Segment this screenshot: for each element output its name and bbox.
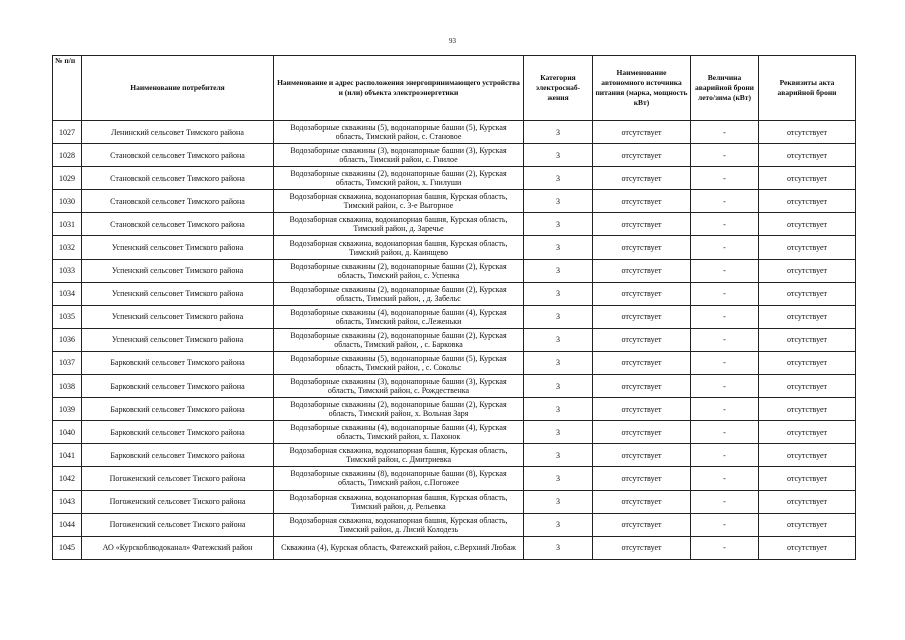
cell-category: 3 [524, 259, 593, 282]
cell-consumer: Барковский сельсовет Тимского района [82, 375, 274, 398]
cell-object: Водозаборные скважины (2), водонапорные башни (2), Курская область, Тимский район, х. Вольная Заря [274, 398, 524, 421]
table-row [53, 190, 856, 213]
cell-consumer: АО «Курскоблводоканал» Фатежский район [82, 536, 274, 559]
cell-category: 3 [524, 467, 593, 490]
cell-source: отсутствует [593, 328, 691, 351]
header-object: Наименование и адрес расположения энергопринимающего устройства и (или) объекта электроэнергетики [274, 56, 524, 121]
cell-category: 3 [524, 536, 593, 559]
cell-num: 1043 [53, 490, 82, 513]
header-category: Категория электроснаб-жения [524, 56, 593, 121]
cell-act: отсутствует [759, 190, 856, 213]
cell-object: Водозаборные скважины (4), водонапорные башни (4), Курская область, Тимский район, х. Пахонок [274, 421, 524, 444]
cell-reserve: - [691, 444, 759, 467]
cell-source: отсутствует [593, 121, 691, 144]
cell-reserve: - [691, 513, 759, 536]
cell-source: отсутствует [593, 259, 691, 282]
cell-object: Водозаборная скважина, водонапорная башня, Курская область, Тимский район, с. 3-е Выгорное [274, 190, 524, 213]
header-reserve: Величина аварийной брони лето/зима (кВт) [691, 56, 759, 121]
cell-num: 1033 [53, 259, 82, 282]
cell-act: отсутствует [759, 421, 856, 444]
cell-reserve: - [691, 259, 759, 282]
page-number: 93 [449, 37, 456, 45]
cell-act: отсутствует [759, 513, 856, 536]
cell-object: Водозаборные скважины (2), водонапорные башни (2), Курская область, Тимский район, , д. Забельс [274, 282, 524, 305]
cell-reserve: - [691, 467, 759, 490]
cell-num: 1038 [53, 375, 82, 398]
cell-consumer: Барковский сельсовет Тимского района [82, 351, 274, 374]
cell-source: отсутствует [593, 467, 691, 490]
table-body [53, 121, 856, 560]
cell-category: 3 [524, 398, 593, 421]
table-row [53, 490, 856, 513]
cell-consumer: Барковский сельсовет Тимского района [82, 421, 274, 444]
table-row [53, 282, 856, 305]
cell-reserve: - [691, 375, 759, 398]
cell-consumer: Успенский сельсовет Тимского района [82, 236, 274, 259]
cell-act: отсутствует [759, 144, 856, 167]
cell-object: Водозаборные скважины (4), водонапорные башни (4), Курская область, Тимский район, с.Леженьки [274, 305, 524, 328]
cell-reserve: - [691, 421, 759, 444]
cell-consumer: Успенский сельсовет Тимского района [82, 282, 274, 305]
cell-object: Водозаборная скважина, водонапорная башня, Курская область, Тимский район, д. Рельевка [274, 490, 524, 513]
cell-num: 1035 [53, 305, 82, 328]
table-row [53, 259, 856, 282]
cell-category: 3 [524, 375, 593, 398]
cell-consumer: Становской сельсовет Тимского района [82, 213, 274, 236]
cell-reserve: - [691, 490, 759, 513]
cell-object: Водозаборные скважины (3), водонапорные башни (3), Курская область, Тимский район, с. Гнилое [274, 144, 524, 167]
cell-num: 1030 [53, 190, 82, 213]
cell-object: Водозаборные скважины (8), водонапорные башни (8), Курская область, Тимский район, с.Погожее [274, 467, 524, 490]
cell-act: отсутствует [759, 328, 856, 351]
cell-category: 3 [524, 444, 593, 467]
cell-source: отсутствует [593, 444, 691, 467]
cell-act: отсутствует [759, 351, 856, 374]
cell-object: Водозаборные скважины (2), водонапорные башни (2), Курская область, Тимский район, х. Гнилуши [274, 167, 524, 190]
table-row [53, 328, 856, 351]
cell-source: отсутствует [593, 305, 691, 328]
cell-reserve: - [691, 144, 759, 167]
cell-category: 3 [524, 328, 593, 351]
cell-num: 1044 [53, 513, 82, 536]
cell-num: 1045 [53, 536, 82, 559]
cell-category: 3 [524, 213, 593, 236]
cell-source: отсутствует [593, 213, 691, 236]
table-row [53, 467, 856, 490]
cell-category: 3 [524, 190, 593, 213]
cell-reserve: - [691, 167, 759, 190]
cell-reserve: - [691, 328, 759, 351]
cell-reserve: - [691, 213, 759, 236]
cell-num: 1037 [53, 351, 82, 374]
cell-num: 1029 [53, 167, 82, 190]
cell-act: отсутствует [759, 167, 856, 190]
cell-category: 3 [524, 351, 593, 374]
table-row [53, 536, 856, 559]
cell-num: 1036 [53, 328, 82, 351]
header-num: № п/п [53, 56, 82, 121]
cell-consumer: Барковский сельсовет Тимского района [82, 444, 274, 467]
cell-source: отсутствует [593, 282, 691, 305]
cell-consumer: Барковский сельсовет Тимского района [82, 398, 274, 421]
table-row [53, 421, 856, 444]
cell-source: отсутствует [593, 375, 691, 398]
cell-reserve: - [691, 121, 759, 144]
header-source: Наименование автономного источника питания (марка, мощность кВт) [593, 56, 691, 121]
cell-num: 1031 [53, 213, 82, 236]
cell-consumer: Становской сельсовет Тимского района [82, 167, 274, 190]
cell-reserve: - [691, 282, 759, 305]
table-row [53, 305, 856, 328]
cell-object: Водозаборная скважина, водонапорная башня, Курская область, Тимский район, д. Каинщево [274, 236, 524, 259]
cell-act: отсутствует [759, 398, 856, 421]
cell-reserve: - [691, 190, 759, 213]
cell-category: 3 [524, 121, 593, 144]
cell-num: 1034 [53, 282, 82, 305]
cell-consumer: Погоженский сельсовет Тиского района [82, 513, 274, 536]
cell-category: 3 [524, 305, 593, 328]
cell-source: отсутствует [593, 536, 691, 559]
cell-object: Водозаборные скважины (5), водонапорные башни (5), Курская область, Тимский район, , с. Сокольс [274, 351, 524, 374]
cell-consumer: Успенский сельсовет Тимского района [82, 328, 274, 351]
cell-num: 1041 [53, 444, 82, 467]
cell-object: Водозаборная скважина, водонапорная башня, Курская область, Тимский район, д. Лисий Колодезь [274, 513, 524, 536]
cell-consumer: Успенский сельсовет Тимского района [82, 305, 274, 328]
cell-reserve: - [691, 398, 759, 421]
table-row [53, 444, 856, 467]
cell-act: отсутствует [759, 444, 856, 467]
cell-consumer: Погоженский сельсовет Тиского района [82, 490, 274, 513]
cell-act: отсутствует [759, 305, 856, 328]
cell-reserve: - [691, 236, 759, 259]
cell-act: отсутствует [759, 213, 856, 236]
cell-source: отсутствует [593, 351, 691, 374]
cell-consumer: Погоженский сельсовет Тиского района [82, 467, 274, 490]
cell-source: отсутствует [593, 490, 691, 513]
table-row [53, 236, 856, 259]
table-row [53, 167, 856, 190]
cell-consumer: Успенский сельсовет Тимского района [82, 259, 274, 282]
cell-act: отсутствует [759, 490, 856, 513]
cell-object: Водозаборная скважина, водонапорная башня, Курская область, Тимский район, с. Дмитриевка [274, 444, 524, 467]
table-row [53, 144, 856, 167]
table-row [53, 121, 856, 144]
cell-object: Водозаборные скважины (5), водонапорные башни (5), Курская область, Тимский район, с. Становое [274, 121, 524, 144]
cell-act: отсутствует [759, 467, 856, 490]
cell-act: отсутствует [759, 121, 856, 144]
cell-act: отсутствует [759, 536, 856, 559]
cell-reserve: - [691, 536, 759, 559]
table-header-row [53, 56, 856, 121]
cell-num: 1027 [53, 121, 82, 144]
cell-source: отсутствует [593, 190, 691, 213]
cell-source: отсутствует [593, 398, 691, 421]
cell-category: 3 [524, 236, 593, 259]
cell-consumer: Ленинский сельсовет Тимского района [82, 121, 274, 144]
cell-source: отсутствует [593, 144, 691, 167]
cell-act: отсутствует [759, 236, 856, 259]
cell-category: 3 [524, 513, 593, 536]
cell-act: отсутствует [759, 282, 856, 305]
cell-num: 1032 [53, 236, 82, 259]
cell-category: 3 [524, 144, 593, 167]
header-consumer: Наименование потребителя [82, 56, 274, 121]
header-act: Реквизиты акта аварийной брони [759, 56, 856, 121]
table-row [53, 213, 856, 236]
cell-source: отсутствует [593, 236, 691, 259]
cell-category: 3 [524, 421, 593, 444]
cell-source: отсутствует [593, 167, 691, 190]
cell-object: Скважина (4), Курская область, Фатежский район, с.Верхний Любаж [274, 536, 524, 559]
cell-object: Водозаборная скважина, водонапорная башня, Курская область, Тимский район, д. Заречье [274, 213, 524, 236]
cell-category: 3 [524, 282, 593, 305]
cell-num: 1042 [53, 467, 82, 490]
cell-source: отсутствует [593, 513, 691, 536]
table-row [53, 351, 856, 374]
cell-object: Водозаборные скважины (3), водонапорные башни (3), Курская область, Тимский район, с. Рождественка [274, 375, 524, 398]
table-row [53, 398, 856, 421]
cell-num: 1040 [53, 421, 82, 444]
cell-act: отсутствует [759, 375, 856, 398]
table-row [53, 513, 856, 536]
registry-table [52, 55, 856, 560]
cell-consumer: Становской сельсовет Тимского района [82, 190, 274, 213]
cell-category: 3 [524, 167, 593, 190]
cell-reserve: - [691, 305, 759, 328]
cell-object: Водозаборные скважины (2), водонапорные башни (2), Курская область, Тимский район, , с. Барковка [274, 328, 524, 351]
cell-object: Водозаборные скважины (2), водонапорные башни (2), Курская область, Тимский район, с. Успенка [274, 259, 524, 282]
cell-category: 3 [524, 490, 593, 513]
cell-num: 1039 [53, 398, 82, 421]
cell-num: 1028 [53, 144, 82, 167]
cell-reserve: - [691, 351, 759, 374]
table-row [53, 375, 856, 398]
cell-act: отсутствует [759, 259, 856, 282]
cell-source: отсутствует [593, 421, 691, 444]
cell-consumer: Становской сельсовет Тимского района [82, 144, 274, 167]
